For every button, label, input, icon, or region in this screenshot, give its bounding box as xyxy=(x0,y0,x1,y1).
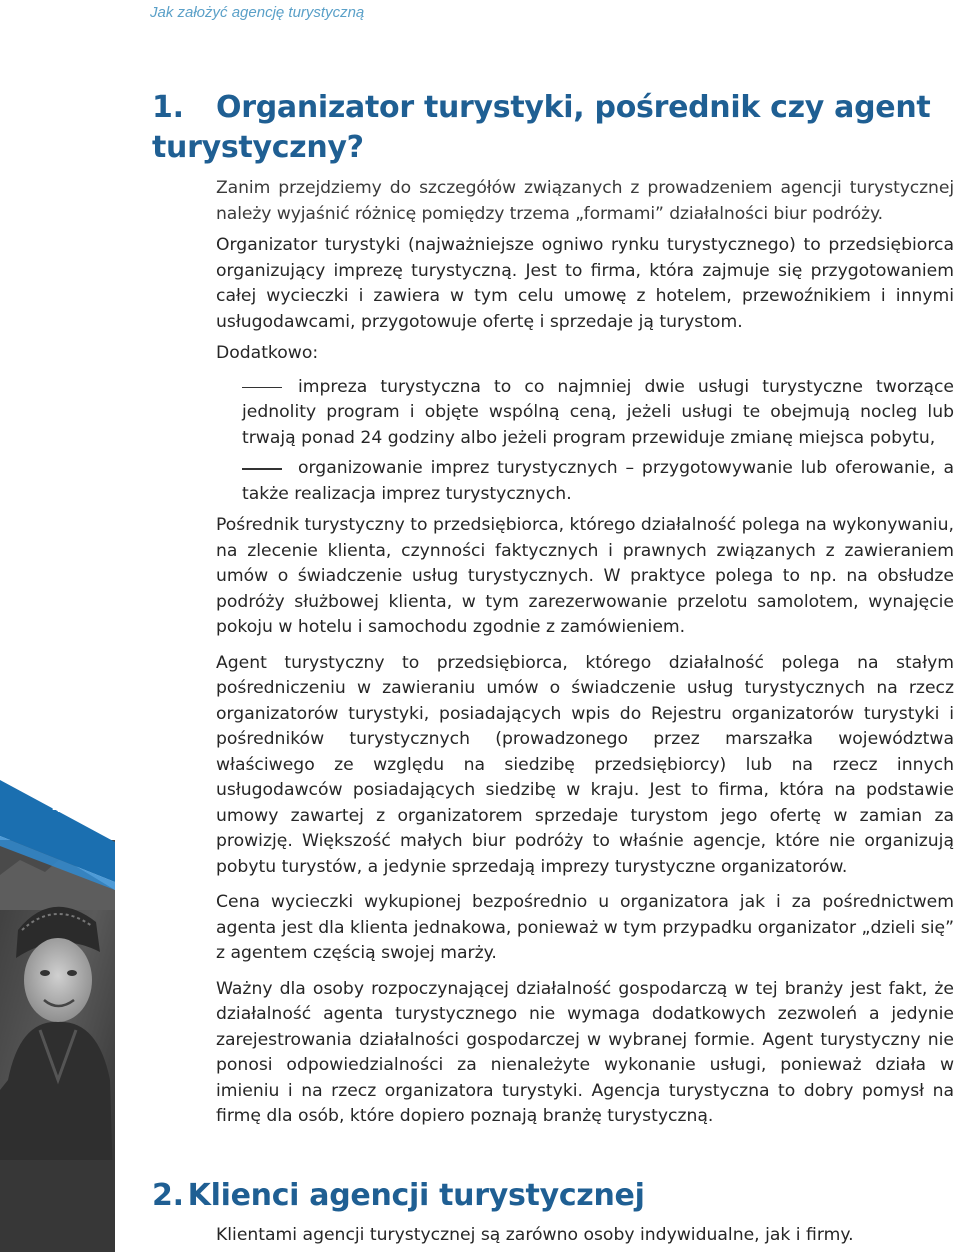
section-1-heading xyxy=(152,88,942,168)
section-2-number: 2. xyxy=(152,1178,184,1213)
section-2-title: Klienci agencji turystycznej xyxy=(187,1178,645,1213)
list-item-text: organizowanie imprez turystycznych – przygotowywanie lub oferowanie, a także realizacja imprez turystycznych. xyxy=(242,458,954,504)
list-item xyxy=(216,456,954,507)
agent-paragraph: Agent turystyczny to przedsiębiorca, którego działalność polega na stałym pośredniczeniu w zawieraniu umów o świadczenie usług turystycznych na rzecz organizatorów turystyki, posiadających wpis do Rejestru organizatorów turystyki i pośredników turystycznych (prowadzonego przez marszałka województwa właściwego ze względu na siedzibę przedsiębiorcy) lub na rzecz innych usługodawców posiadających siedzibę w kraju. Jest to firma, która na podstawie umowy zawartej z organizatorem sprzedaje turystom jego ofertę w zamian za prowizję. Większość małych biur podróży to właśnie agencje, które nie organizują pobytu turystów, a jedynie sprzedają imprezy turystyczne organizatorów. xyxy=(216,652,954,877)
section-1-body xyxy=(216,176,954,1130)
clients-paragraph: Klientami agencji turystycznej są zarówno osoby indywidualne, jak i firmy. xyxy=(216,1225,854,1245)
running-head: Jak założyć agencję turystyczną xyxy=(150,4,365,21)
page-number: 4 xyxy=(52,797,64,816)
section-2-heading xyxy=(152,1176,942,1216)
dash-bullet xyxy=(242,387,282,389)
intermediary-paragraph: Pośrednik turystyczny to przedsiębiorca, którego działalność polega na wykonywaniu, na zlecenie klienta, czynności faktycznych i prawnych związanych z zawieraniem umów o świadczenie usług turystycznych. W praktyce polega to np. na obsłudze podróży służbowej klienta, w tym zarezerwowanie przelotu samolotem, wynajęcie pokoju w hotelu i samochodu zgodnie z zamówieniem. xyxy=(216,515,954,637)
list-item-text: impreza turystyczna to co najmniej dwie usługi turystyczne tworzące jednolity program i objęte wspólną ceną, jeżeli usługi te obejmują nocleg lub trwają ponad 24 godziny albo jeżeli program przewiduje zmianę miejsca pobytu, xyxy=(242,376,954,448)
important-fact-paragraph: Ważny dla osoby rozpoczynającej działalność gospodarczą w tej branży jest fakt, że działalność agenta turystycznego nie wymaga dodatkowych zezwoleń a jedynie zarejestrowania działalności gospodarczej w wybranej formie. Agent turystyczny nie ponosi odpowiedzialności za nienależyte wykonanie usługi, ponieważ działa w imieniu i na rzecz organizatora turystyki. Agencja turystyczna to dobry pomysł na firmę dla osób, które dopiero poznają branżę turystyczną. xyxy=(216,978,954,1126)
section-1-title: Organizator turystyki, pośrednik czy agent turystyczny? xyxy=(152,90,931,165)
list-item xyxy=(216,375,954,452)
section-1-number: 1. xyxy=(152,90,184,125)
price-paragraph: Cena wycieczki wykupionej bezpośrednio u organizatora jak i za pośrednictwem agenta jest dla klienta jednakowa, ponieważ w tym przypadku organizator „dzieli się” z agentem częścią swojej marży. xyxy=(216,892,954,963)
section-2-body xyxy=(216,1223,954,1249)
intro-paragraph: Zanim przejdziemy do szczegółów związanych z prowadzeniem agencji turystycznej należy wyjaśnić różnicę pomiędzy trzema „formami” działalności biur podróży. xyxy=(216,178,954,224)
additionally-label: Dodatkowo: xyxy=(216,343,319,363)
organizer-paragraph: Organizator turystyki (najważniejsze ogniwo rynku turystycznego) to przedsiębiorca organizujący imprezę turystyczną. Jest to firma, która zajmuje się przygotowaniem całej wycieczki i zawiera w tym celu umowę z hotelem, przewoźnikiem i innymi usługodawcami, przygotowuje ofertę i sprzedaje ją turystom. xyxy=(216,235,954,332)
definitions-list xyxy=(216,375,954,508)
traveler-photo xyxy=(0,780,115,1252)
side-tab xyxy=(0,780,115,1252)
dash-bullet xyxy=(242,468,282,470)
